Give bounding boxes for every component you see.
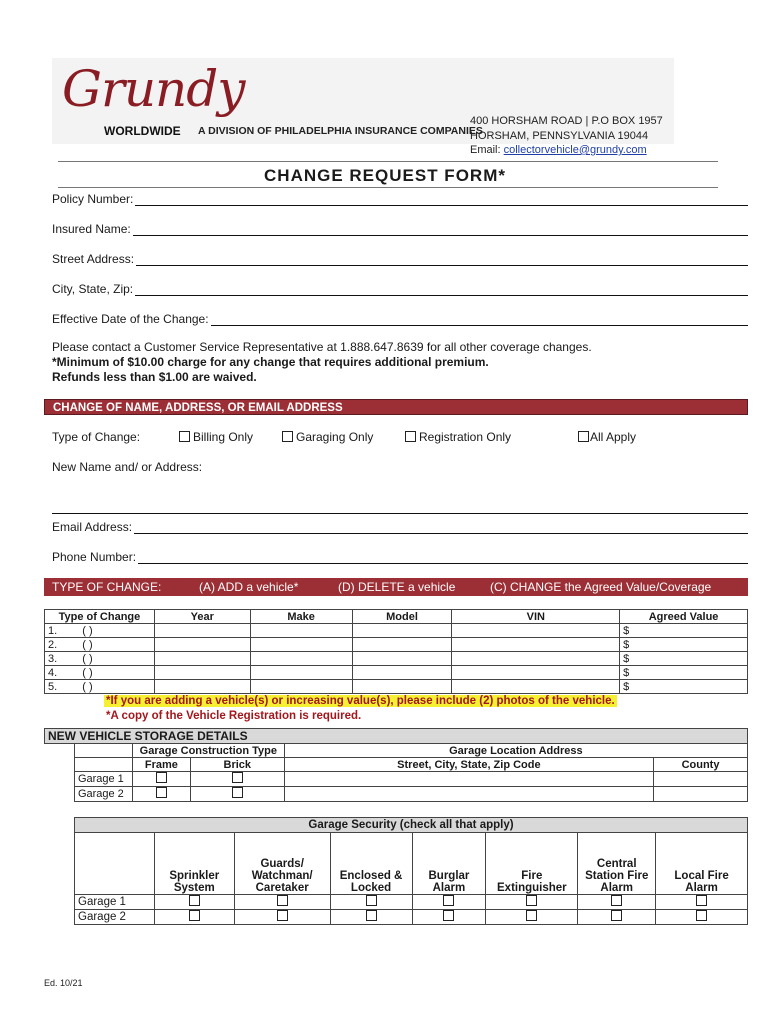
sec-cell bbox=[154, 895, 234, 910]
address-line-1: 400 HORSHAM ROAD | P.O BOX 1957 bbox=[470, 115, 663, 127]
sec-cell bbox=[412, 895, 486, 910]
garage-2-brick-cell bbox=[190, 787, 284, 802]
row-type-cell[interactable] bbox=[45, 680, 155, 694]
location-sub-header: Street, City, State, Zip Code bbox=[284, 758, 653, 772]
storage-spacer bbox=[45, 744, 75, 758]
type-of-change-bar bbox=[44, 578, 748, 596]
storage-spacer bbox=[45, 758, 75, 772]
type-of-change-label: Type of Change: bbox=[52, 430, 141, 444]
garage-2-guards-checkbox[interactable] bbox=[277, 910, 288, 921]
model-cell[interactable] bbox=[352, 624, 452, 638]
garage-1-frame-checkbox[interactable] bbox=[156, 772, 167, 783]
garage-1-address-cell[interactable] bbox=[284, 772, 653, 787]
sec-cell bbox=[486, 910, 578, 925]
sec-cell bbox=[486, 895, 578, 910]
garage-2-frame-checkbox[interactable] bbox=[156, 787, 167, 798]
table-row bbox=[45, 624, 748, 638]
garage-1-county-cell[interactable] bbox=[654, 772, 748, 787]
all-apply-label: All Apply bbox=[590, 430, 637, 444]
registration-only-option[interactable] bbox=[405, 430, 511, 444]
table-row bbox=[45, 638, 748, 652]
table-row bbox=[45, 787, 748, 802]
city-state-zip-field bbox=[52, 280, 748, 296]
street-address-label: Street Address: bbox=[52, 252, 135, 266]
grundy-logo: Grundy bbox=[62, 60, 245, 118]
type-change-value: (C) CHANGE the Agreed Value/Coverage bbox=[490, 580, 712, 594]
vin-cell[interactable] bbox=[452, 652, 620, 666]
col-year: Year bbox=[154, 610, 250, 624]
type-bar-label: TYPE OF CHANGE: bbox=[52, 580, 162, 594]
agreed-value-cell[interactable]: $ bbox=[620, 666, 748, 680]
type-delete-vehicle: (D) DELETE a vehicle bbox=[338, 580, 456, 594]
sec-cell bbox=[330, 910, 412, 925]
col-make: Make bbox=[250, 610, 352, 624]
brick-header: Brick bbox=[190, 758, 284, 772]
notice-contact: Please contact a Customer Service Representative at 1.888.647.8639 for all other coverage changes. bbox=[52, 340, 592, 354]
row-number: 3. bbox=[48, 652, 58, 665]
billing-only-label: Billing Only bbox=[193, 430, 254, 444]
registration-only-label: Registration Only bbox=[419, 430, 512, 444]
table-row bbox=[45, 652, 748, 666]
row-type-cell[interactable] bbox=[45, 666, 155, 680]
title-rule-bottom bbox=[58, 187, 718, 188]
row-number: 1. bbox=[48, 624, 58, 637]
year-cell[interactable] bbox=[154, 680, 250, 694]
email-address-input[interactable] bbox=[134, 522, 748, 534]
email-line bbox=[470, 144, 647, 156]
row-type-cell[interactable] bbox=[45, 638, 155, 652]
form-title: CHANGE REQUEST FORM* bbox=[264, 166, 506, 185]
security-table bbox=[74, 817, 748, 925]
table-row bbox=[75, 910, 748, 925]
garage-1-local-alarm-checkbox[interactable] bbox=[696, 895, 707, 906]
worldwide-logo-text: WORLDWIDE bbox=[104, 124, 181, 138]
garage-1-burglar-checkbox[interactable] bbox=[443, 895, 454, 906]
agreed-value-cell[interactable]: $ bbox=[620, 680, 748, 694]
col-central-station: Central Station Fire Alarm bbox=[578, 833, 656, 895]
garage-2-burglar-checkbox[interactable] bbox=[443, 910, 454, 921]
garage-2-county-cell[interactable] bbox=[654, 787, 748, 802]
new-name-input-line[interactable] bbox=[52, 513, 748, 514]
model-cell[interactable] bbox=[352, 680, 452, 694]
col-agreed-value: Agreed Value bbox=[620, 610, 748, 624]
garaging-only-option[interactable] bbox=[282, 430, 373, 444]
garage-2-address-cell[interactable] bbox=[284, 787, 653, 802]
vehicle-table-header bbox=[45, 610, 748, 624]
year-cell[interactable] bbox=[154, 624, 250, 638]
year-cell[interactable] bbox=[154, 638, 250, 652]
security-corner bbox=[75, 833, 155, 895]
policy-number-input[interactable] bbox=[135, 194, 748, 206]
street-address-field bbox=[52, 250, 748, 266]
title-rule-top bbox=[58, 161, 718, 162]
sec-cell bbox=[412, 910, 486, 925]
sec-cell bbox=[234, 910, 330, 925]
storage-table bbox=[44, 728, 748, 802]
agreed-value-cell[interactable]: $ bbox=[620, 624, 748, 638]
vin-cell[interactable] bbox=[452, 680, 620, 694]
garage-2-brick-checkbox[interactable] bbox=[232, 787, 243, 798]
email-link[interactable]: collectorvehicle@grundy.com bbox=[503, 144, 647, 156]
garage-1-brick-checkbox[interactable] bbox=[232, 772, 243, 783]
table-row bbox=[45, 666, 748, 680]
row-type-paren: ( ) bbox=[82, 680, 93, 693]
table-row bbox=[45, 772, 748, 787]
row-type-paren: ( ) bbox=[82, 652, 93, 665]
type-add-vehicle: (A) ADD a vehicle* bbox=[199, 580, 299, 594]
sec-cell bbox=[578, 895, 656, 910]
street-address-input[interactable] bbox=[136, 254, 748, 266]
garage-2-central-alarm-checkbox[interactable] bbox=[611, 910, 622, 921]
edition-label: Ed. 10/21 bbox=[44, 978, 83, 988]
phone-number-label: Phone Number: bbox=[52, 550, 137, 564]
billing-only-checkbox[interactable] bbox=[179, 431, 190, 442]
phone-number-field bbox=[52, 548, 748, 564]
row-type-paren: ( ) bbox=[82, 638, 93, 651]
year-cell[interactable] bbox=[154, 652, 250, 666]
insured-name-field bbox=[52, 220, 748, 236]
make-cell[interactable] bbox=[250, 624, 352, 638]
security-garage-2-label: Garage 2 bbox=[75, 910, 155, 925]
sec-cell bbox=[656, 895, 748, 910]
policy-number-field bbox=[52, 190, 748, 206]
sec-cell bbox=[330, 895, 412, 910]
make-cell[interactable] bbox=[250, 638, 352, 652]
model-cell[interactable] bbox=[352, 638, 452, 652]
garage-1-extinguisher-checkbox[interactable] bbox=[526, 895, 537, 906]
photos-note: *If you are adding a vehicle(s) or increasing value(s), please include (2) photos of the vehicle. bbox=[106, 695, 615, 707]
garage-2-local-alarm-checkbox[interactable] bbox=[696, 910, 707, 921]
new-name-label: New Name and/ or Address: bbox=[52, 460, 203, 474]
make-cell[interactable] bbox=[250, 652, 352, 666]
row-type-cell[interactable] bbox=[45, 624, 155, 638]
construction-header: Garage Construction Type bbox=[132, 744, 284, 758]
insured-name-label: Insured Name: bbox=[52, 222, 131, 236]
sec-cell bbox=[578, 910, 656, 925]
vin-cell[interactable] bbox=[452, 666, 620, 680]
notice-refunds: Refunds less than $1.00 are waived. bbox=[52, 370, 257, 384]
storage-spacer bbox=[45, 772, 75, 787]
frame-header: Frame bbox=[132, 758, 190, 772]
agreed-value-cell[interactable]: $ bbox=[620, 652, 748, 666]
garaging-only-label: Garaging Only bbox=[296, 430, 374, 444]
all-apply-option[interactable] bbox=[578, 430, 636, 444]
registration-only-checkbox[interactable] bbox=[405, 431, 416, 442]
garaging-only-checkbox[interactable] bbox=[282, 431, 293, 442]
all-apply-checkbox[interactable] bbox=[578, 431, 589, 442]
registration-note: *A copy of the Vehicle Registration is required. bbox=[106, 710, 362, 722]
garage-2-label: Garage 2 bbox=[74, 787, 132, 802]
sec-cell bbox=[154, 910, 234, 925]
location-header: Garage Location Address bbox=[284, 744, 747, 758]
security-title: Garage Security (check all that apply) bbox=[75, 818, 748, 833]
col-fire-extinguisher: Fire Extinguisher bbox=[486, 833, 578, 895]
vin-cell[interactable] bbox=[452, 638, 620, 652]
billing-only-option[interactable] bbox=[179, 430, 253, 444]
garage-2-enclosed-checkbox[interactable] bbox=[366, 910, 377, 921]
row-number: 4. bbox=[48, 666, 58, 679]
col-model: Model bbox=[352, 610, 452, 624]
garage-2-extinguisher-checkbox[interactable] bbox=[526, 910, 537, 921]
vin-cell[interactable] bbox=[452, 624, 620, 638]
col-burglar: Burglar Alarm bbox=[412, 833, 486, 895]
notice-block bbox=[52, 340, 592, 385]
storage-corner bbox=[74, 744, 132, 758]
table-row bbox=[45, 680, 748, 694]
notice-minimum-charge: *Minimum of $10.00 charge for any change that requires additional premium. bbox=[52, 355, 489, 369]
row-type-cell[interactable] bbox=[45, 652, 155, 666]
garage-1-guards-checkbox[interactable] bbox=[277, 895, 288, 906]
model-cell[interactable] bbox=[352, 666, 452, 680]
garage-2-sprinkler-checkbox[interactable] bbox=[189, 910, 200, 921]
make-cell[interactable] bbox=[250, 666, 352, 680]
letterhead bbox=[52, 58, 674, 144]
garage-2-frame-cell bbox=[132, 787, 190, 802]
division-text: A DIVISION OF PHILADELPHIA INSURANCE COMPANIES bbox=[198, 125, 483, 137]
sec-cell bbox=[656, 910, 748, 925]
email-address-label: Email Address: bbox=[52, 520, 133, 534]
row-number: 5. bbox=[48, 680, 58, 693]
storage-title: NEW VEHICLE STORAGE DETAILS bbox=[45, 729, 748, 744]
row-type-paren: ( ) bbox=[82, 666, 93, 679]
storage-spacer bbox=[45, 787, 75, 802]
garage-1-enclosed-checkbox[interactable] bbox=[366, 895, 377, 906]
phone-number-input[interactable] bbox=[138, 552, 748, 564]
col-guards: Guards/ Watchman/ Caretaker bbox=[234, 833, 330, 895]
table-row bbox=[75, 895, 748, 910]
email-label: Email: bbox=[470, 144, 504, 156]
county-header: County bbox=[654, 758, 748, 772]
agreed-value-cell[interactable]: $ bbox=[620, 638, 748, 652]
col-vin: VIN bbox=[452, 610, 620, 624]
year-cell[interactable] bbox=[154, 666, 250, 680]
col-sprinkler: Sprinkler System bbox=[154, 833, 234, 895]
garage-1-label: Garage 1 bbox=[74, 772, 132, 787]
insured-name-input[interactable] bbox=[133, 224, 748, 236]
effective-date-field bbox=[52, 310, 748, 326]
city-state-zip-input[interactable] bbox=[135, 284, 748, 296]
city-state-zip-label: City, State, Zip: bbox=[52, 282, 134, 296]
col-type-of-change: Type of Change bbox=[45, 610, 155, 624]
storage-corner bbox=[74, 758, 132, 772]
col-enclosed: Enclosed & Locked bbox=[330, 833, 412, 895]
garage-1-sprinkler-checkbox[interactable] bbox=[189, 895, 200, 906]
model-cell[interactable] bbox=[352, 652, 452, 666]
effective-date-input[interactable] bbox=[211, 314, 748, 326]
make-cell[interactable] bbox=[250, 680, 352, 694]
company-address bbox=[470, 114, 663, 144]
section-change-of-name: CHANGE OF NAME, ADDRESS, OR EMAIL ADDRESS bbox=[44, 399, 748, 415]
garage-1-brick-cell bbox=[190, 772, 284, 787]
col-local-fire: Local Fire Alarm bbox=[656, 833, 748, 895]
sec-cell bbox=[234, 895, 330, 910]
security-garage-1-label: Garage 1 bbox=[75, 895, 155, 910]
row-number: 2. bbox=[48, 638, 58, 651]
email-address-field bbox=[52, 518, 748, 534]
address-line-2: HORSHAM, PENNSYLVANIA 19044 bbox=[470, 130, 649, 142]
row-type-paren: ( ) bbox=[82, 624, 93, 637]
garage-1-central-alarm-checkbox[interactable] bbox=[611, 895, 622, 906]
policy-number-label: Policy Number: bbox=[52, 192, 134, 206]
effective-date-label: Effective Date of the Change: bbox=[52, 312, 209, 326]
garage-1-frame-cell bbox=[132, 772, 190, 787]
vehicle-table bbox=[44, 609, 748, 694]
